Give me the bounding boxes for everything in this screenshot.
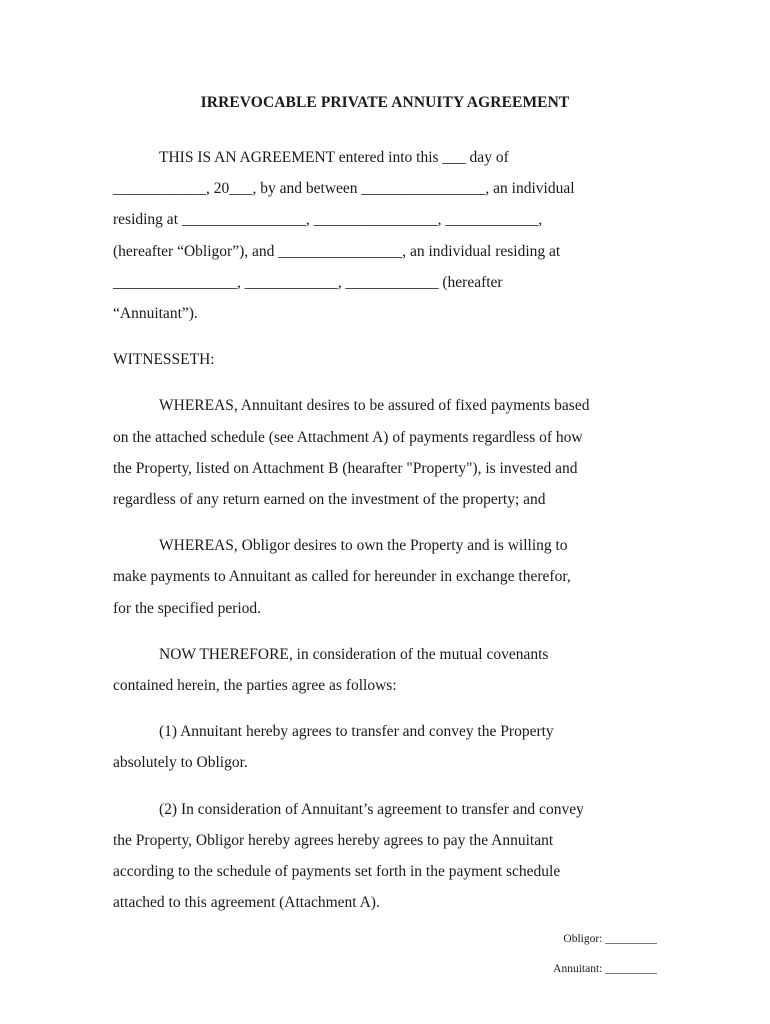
text-line: on the attached schedule (see Attachment A) of payments regardless of how bbox=[113, 428, 583, 446]
text-line: the Property, listed on Attachment B (hearafter "Property"), is invested and bbox=[113, 459, 578, 477]
text-line: ____________, 20___, by and between ________________, an individual bbox=[113, 180, 575, 198]
obligor-initials-line: Obligor: _________ bbox=[563, 933, 657, 945]
document-body bbox=[113, 142, 658, 918]
text-line: according to the schedule of payments set forth in the payment schedule bbox=[113, 863, 561, 881]
text-line: for the specified period. bbox=[113, 599, 262, 617]
whereas-paragraph-2 bbox=[113, 530, 658, 624]
clause-2-paragraph bbox=[113, 794, 658, 919]
text-line: ________________, ____________, ____________ (hereafter bbox=[113, 273, 503, 291]
text-line: (hereafter “Obligor”), and ________________, an individual residing at bbox=[113, 242, 561, 260]
text-line: absolutely to Obligor. bbox=[113, 754, 248, 772]
text-line: (2) In consideration of Annuitant’s agreement to transfer and convey bbox=[159, 800, 584, 818]
text-line: regardless of any return earned on the investment of the property; and bbox=[113, 491, 546, 509]
text-line: WHEREAS, Annuitant desires to be assured of fixed payments based bbox=[159, 397, 590, 415]
text-line: contained herein, the parties agree as follows: bbox=[113, 677, 397, 695]
text-line: (1) Annuitant hereby agrees to transfer and convey the Property bbox=[159, 723, 554, 741]
now-therefore-paragraph bbox=[113, 639, 658, 701]
text-line: “Annuitant”). bbox=[113, 305, 198, 323]
annuitant-initials-line: Annuitant: _________ bbox=[553, 963, 657, 975]
text-line: attached to this agreement (Attachment A). bbox=[113, 894, 380, 912]
text-line: THIS IS AN AGREEMENT entered into this ___ day of bbox=[159, 149, 509, 166]
intro-paragraph bbox=[113, 142, 658, 329]
text-line: NOW THEREFORE, in consideration of the mutual covenants bbox=[159, 645, 549, 663]
text-line: WHEREAS, Obligor desires to own the Property and is willing to bbox=[159, 537, 568, 555]
text-line: residing at ________________, ________________, ____________, bbox=[113, 211, 543, 229]
witnesseth-heading: WITNESSETH: bbox=[113, 351, 215, 369]
text-line: make payments to Annuitant as called for hereunder in exchange therefor, bbox=[113, 568, 571, 586]
clause-1-paragraph bbox=[113, 716, 658, 778]
document-title: IRREVOCABLE PRIVATE ANNUITY AGREEMENT bbox=[200, 94, 570, 111]
text-line: the Property, Obligor hereby agrees hereby agrees to pay the Annuitant bbox=[113, 831, 554, 849]
whereas-paragraph-1 bbox=[113, 390, 658, 515]
